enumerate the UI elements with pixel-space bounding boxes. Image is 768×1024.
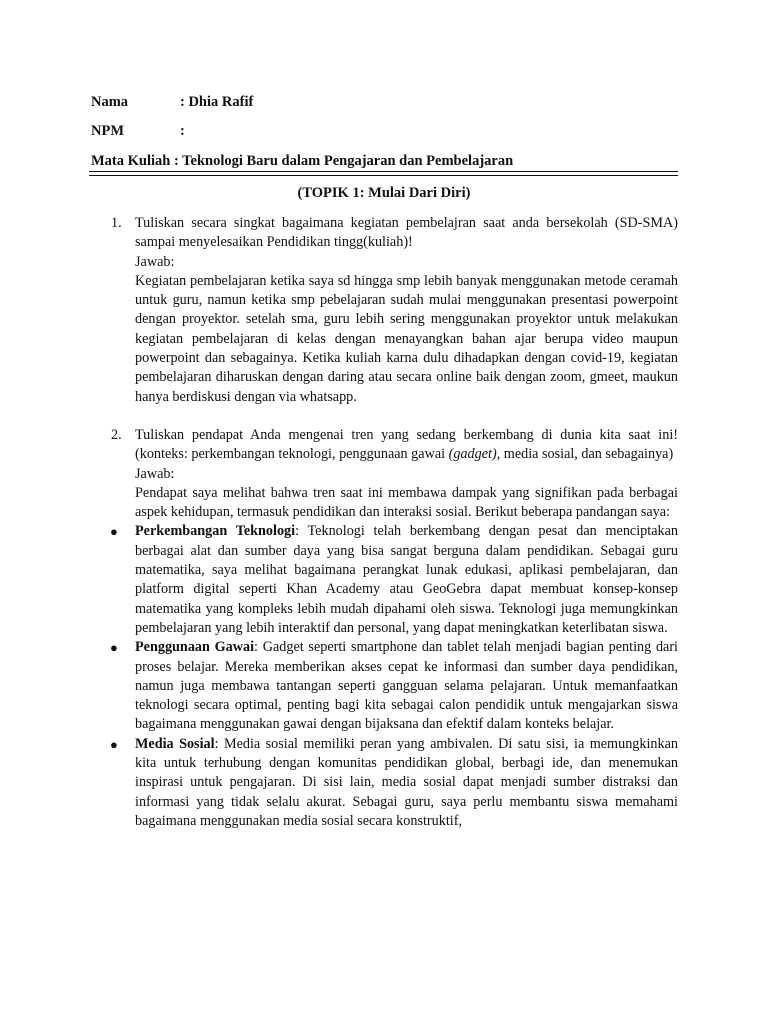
question-1-answer: Kegiatan pembelajaran ketika saya sd hingga smp lebih banyak menggunakan metode ceramah untuk guru, namun ketika smp pebelajaran sudah mulai menggunakan presentasi powerpoint dengan proyektor. setelah sma, guru lebih sering menggunakan proyektor untuk melakukan kegiatan pembelajaran di kelas dengan menayangkan bahan ajar berupa video maupun powerpoint dan sebagainya. Ketika kuliah karna dulu dihadapkan dengan covid-19, kegiatan pembelajaran diharuskan dengan daring atau secara online baik dengan zoom, gmeet, maukun hanya berdiskusi dengan via whatsapp.: [135, 272, 678, 405]
bullet-icon: ●: [110, 736, 118, 752]
bullet-item: [91, 638, 678, 734]
question-1-number: 1.: [111, 215, 122, 231]
bullet-icon: ●: [110, 524, 118, 540]
mata-kuliah-row: Mata Kuliah : Teknologi Baru dalam Pengajaran dan Pembelajaran: [91, 153, 514, 169]
question-1-jawab-label: Jawab:: [135, 253, 175, 270]
question-2-text-post: , media sosial, dan sebagainya): [496, 446, 674, 463]
nama-value: : Dhia Rafif: [180, 94, 254, 110]
question-2-text: [135, 426, 678, 465]
npm-value: :: [180, 123, 185, 139]
bullet-text: : Media sosial memiliki peran yang ambivalen. Di satu sisi, ia memungkinkan kita untuk terhubung dengan komunitas pendidikan global, berbagi ide, dan menemukan inspirasi untuk pengajaran. Di sisi lain, media sosial dapat menjadi sumber distraksi dan informasi yang tidak selalu akurat. Sebagai guru, saya perlu membantu siswa memahami bagaimana menggunakan media sosial secara konstruktif,: [135, 735, 678, 829]
header-divider-secondary: [89, 175, 678, 176]
question-2-jawab-label: Jawab:: [135, 465, 175, 482]
question-2: [91, 426, 678, 522]
nama-label: Nama: [91, 94, 129, 110]
topic-title: (TOPIK 1: Mulai Dari Diri): [297, 185, 471, 201]
bullet-text: : Teknologi telah berkembang dengan pesat dan menciptakan berbagai alat dan sumber daya yang bisa sangat berguna dalam pendidikan. Sebagai guru matematika, saya melihat bagaimana perangkat lunak edukasi, aplikasi pembelajaran, dan platform digital seperti Khan Academy atau GeoGebra dapat membuat konsep-konsep matematika yang kompleks lebih mudah dipahami oleh siswa. Teknologi juga memungkinkan pembelajaran yang lebih interaktif dan personal, yang dapat meningkatkan keterlibatan siswa.: [135, 523, 678, 636]
question-2-intro: Pendapat saya melihat bahwa tren saat ini membawa dampak yang signifikan pada berbagai aspek kehidupan, termasuk pendidikan dan interaksi sosial. Berikut beberapa pandangan saya:: [135, 484, 678, 521]
header-divider: [89, 171, 678, 172]
bullet-title: Penggunaan Gawai: [135, 639, 255, 656]
bullet-item: [91, 522, 678, 638]
bullet-text: : Gadget seperti smartphone dan tablet telah menjadi bagian penting dari proses belajar. Mereka memberikan akses cepat ke informasi dan sumber daya pendidikan, namun juga membawa tantangan seperti gangguan selama pelajaran. Untuk memanfaatkan teknologi secara optimal, penting bagi kita sebagai calon pendidik untuk mengajarkan siswa bagaimana menggunakan gawai dengan bijaksana dan efektif dalam konteks belajar.: [135, 639, 678, 733]
question-2-text-pre: Tuliskan pendapat Anda mengenai tren yang sedang berkembang di dunia kita saat ini! (konteks: perkembangan teknologi, penggunaan gawai: [135, 426, 678, 463]
bullet-item: [91, 735, 678, 831]
bullet-title: Media Sosial: [135, 735, 215, 752]
question-2-number: 2.: [111, 426, 122, 443]
bullet-icon: ●: [110, 640, 118, 656]
question-1-text: Tuliskan secara singkat bagaimana kegiatan pembelajran saat anda bersekolah (SD-SMA) sampai menyelesaikan Pendidikan tingg(kuliah)!: [135, 215, 678, 251]
npm-label: NPM: [91, 123, 125, 139]
npm-row: [91, 123, 185, 140]
nama-row: [91, 94, 253, 111]
bullet-title: Perkembangan Teknologi: [135, 523, 296, 540]
document-body: [91, 214, 678, 831]
question-1: [91, 214, 678, 407]
question-2-text-italic: (gadget): [448, 446, 497, 463]
